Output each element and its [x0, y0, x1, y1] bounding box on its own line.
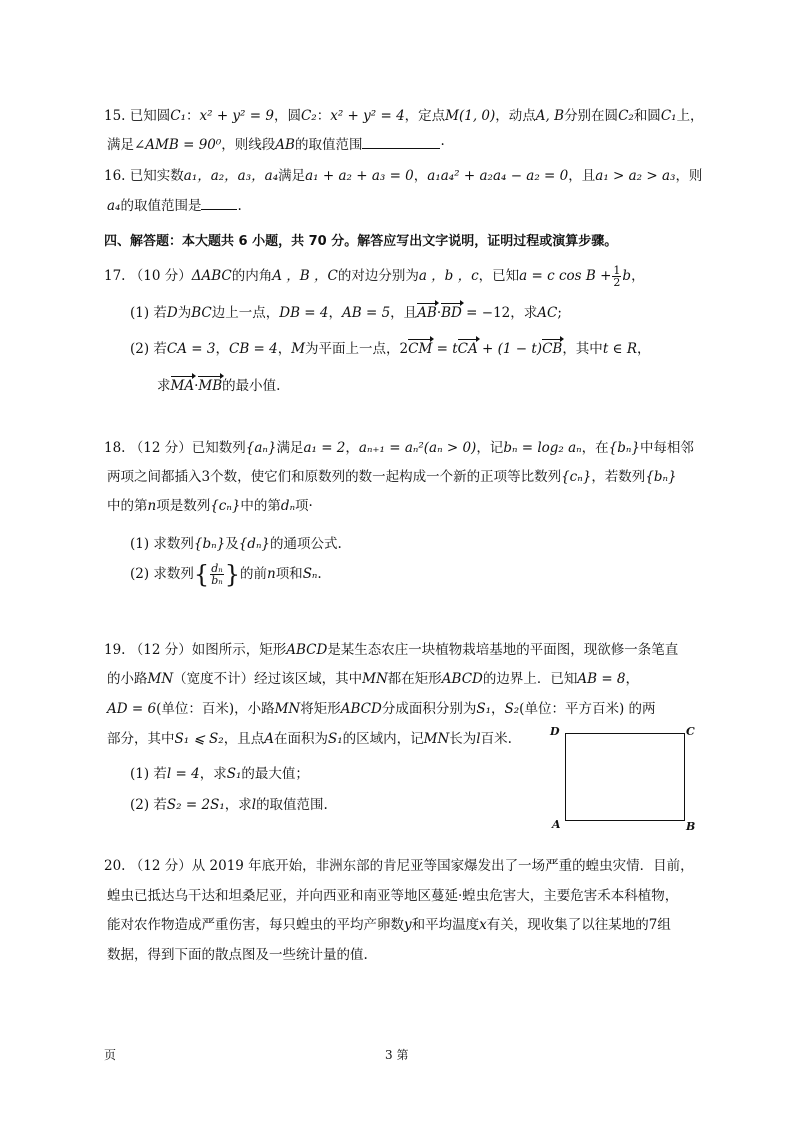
- q19-line4: 部分，其中S₁ ⩽ S₂，且点A在面积为S₁的区域内，记MN长为l百米.: [107, 731, 512, 747]
- figure-label-c: C: [686, 725, 695, 738]
- answer-blank-16[interactable]: [201, 209, 237, 210]
- figure-label-a: A: [552, 818, 561, 831]
- q19-line1: 19. （12 分）如图所示，矩形ABCD是某生态农庄一块植物栽培基地的平面图，现欲修一条笔直: [104, 642, 679, 658]
- footer-left-text: 页: [104, 1048, 117, 1062]
- frac-one-half: $\frac{1}{2}$: [613, 264, 621, 289]
- q20-line4: 数据，得到下面的散点图及一些统计量的值.: [107, 947, 368, 963]
- q17-part1: (1) 若D为BC边上一点，DB = 4，AB = 5，且AB·BD = −12，求AC;: [130, 305, 562, 321]
- figure-label-b: B: [686, 820, 696, 833]
- page-number: 3 第: [385, 1048, 409, 1062]
- q18-line1: 18. （12 分）已知数列{aₙ}满足a₁ = 2，aₙ₊₁ = aₙ²(aₙ > 0)，记bₙ = log₂ aₙ，在{bₙ}中每相邻: [104, 440, 694, 456]
- answer-blank-15[interactable]: [362, 148, 440, 149]
- section-4-heading: 四、解答题：本大题共 6 小题，共 70 分。解答应写出文字说明，证明过程或演算步骤。: [104, 234, 618, 249]
- q15-line1: 15. 已知圆C₁：x² + y² = 9，圆C₂：x² + y² = 4，定点M(1, 0)，动点A, B分别在圆C₂和圆C₁上，: [104, 108, 704, 124]
- q20-line2: 蝗虫已抵达乌干达和坦桑尼亚，并向西亚和南亚等地区蔓延·蝗虫危害大，主要危害禾本科植物，: [107, 888, 679, 904]
- q16-line2: a₄的取值范围是 .: [107, 198, 242, 214]
- q18-line2: 两项之间都插入3个数，使它们和原数列的数一起构成一个新的正项等比数列{cₙ}，若数列{bₙ}: [107, 469, 677, 485]
- q20-line1: 20. （12 分）从 2019 年底开始，非洲东部的肯尼亚等国家爆发出了一场严重的蝗虫灾情．目前，: [104, 858, 694, 874]
- q17-head: 17. （10 分）ΔABC的内角A ，B ，C的对边分别为a ，b ，c，已知a = c cos B + $\frac{1}{2}$ b，: [104, 264, 645, 289]
- q19-part1: (1) 若l = 4，求S₁的最大值；: [130, 766, 309, 782]
- q18-part1: (1) 求数列{bₙ}及{dₙ}的通项公式.: [130, 536, 342, 552]
- q19-part2: (2) 若S₂ = 2S₁，求l的取值范围.: [130, 797, 328, 813]
- rectangle-abcd-figure: [565, 733, 685, 821]
- q19-line3: AD = 6(单位：百米)，小路MN将矩形ABCD分成面积分别为S₁，S₂(单位：平方百米) 的两: [107, 701, 656, 717]
- figure-label-d: D: [550, 725, 560, 738]
- q20-line3: 能对农作物造成严重伤害，每只蝗虫的平均产卵数y和平均温度x有关，现收集了以往某地的7组: [107, 917, 671, 933]
- frac-dn-bn: $\frac{\text{dₙ}}{\text{bₙ}}$: [211, 562, 223, 587]
- q15-line2: 满足∠AMB = 90⁰，则线段AB的取值范围 ·: [107, 137, 445, 153]
- q16-line1: 16. 已知实数a₁，a₂，a₃，a₄满足a₁ + a₂ + a₃ = 0，a₁a₄² + a₂a₄ − a₂ = 0，且a₁ > a₂ > a₃，则: [104, 168, 703, 184]
- q17-part2-cont: 求MA·MB的最小值.: [157, 378, 281, 394]
- q18-line3: 中的第n项是数列{cₙ}中的第dₙ项·: [107, 498, 313, 514]
- q18-part2: (2) 求数列{ $\frac{\text{dₙ}}{\text{bₙ}}$ }的前n项和Sₙ.: [130, 560, 322, 589]
- q17-part2: (2) 若CA = 3，CB = 4，M为平面上一点，2CM = tCA + (1 − t)CB，其中t ∈ R，: [130, 341, 651, 357]
- q19-line2: 的小路MN（宽度不计）经过该区域，其中MN都在矩形ABCD的边界上．已知AB = 8，: [107, 671, 640, 687]
